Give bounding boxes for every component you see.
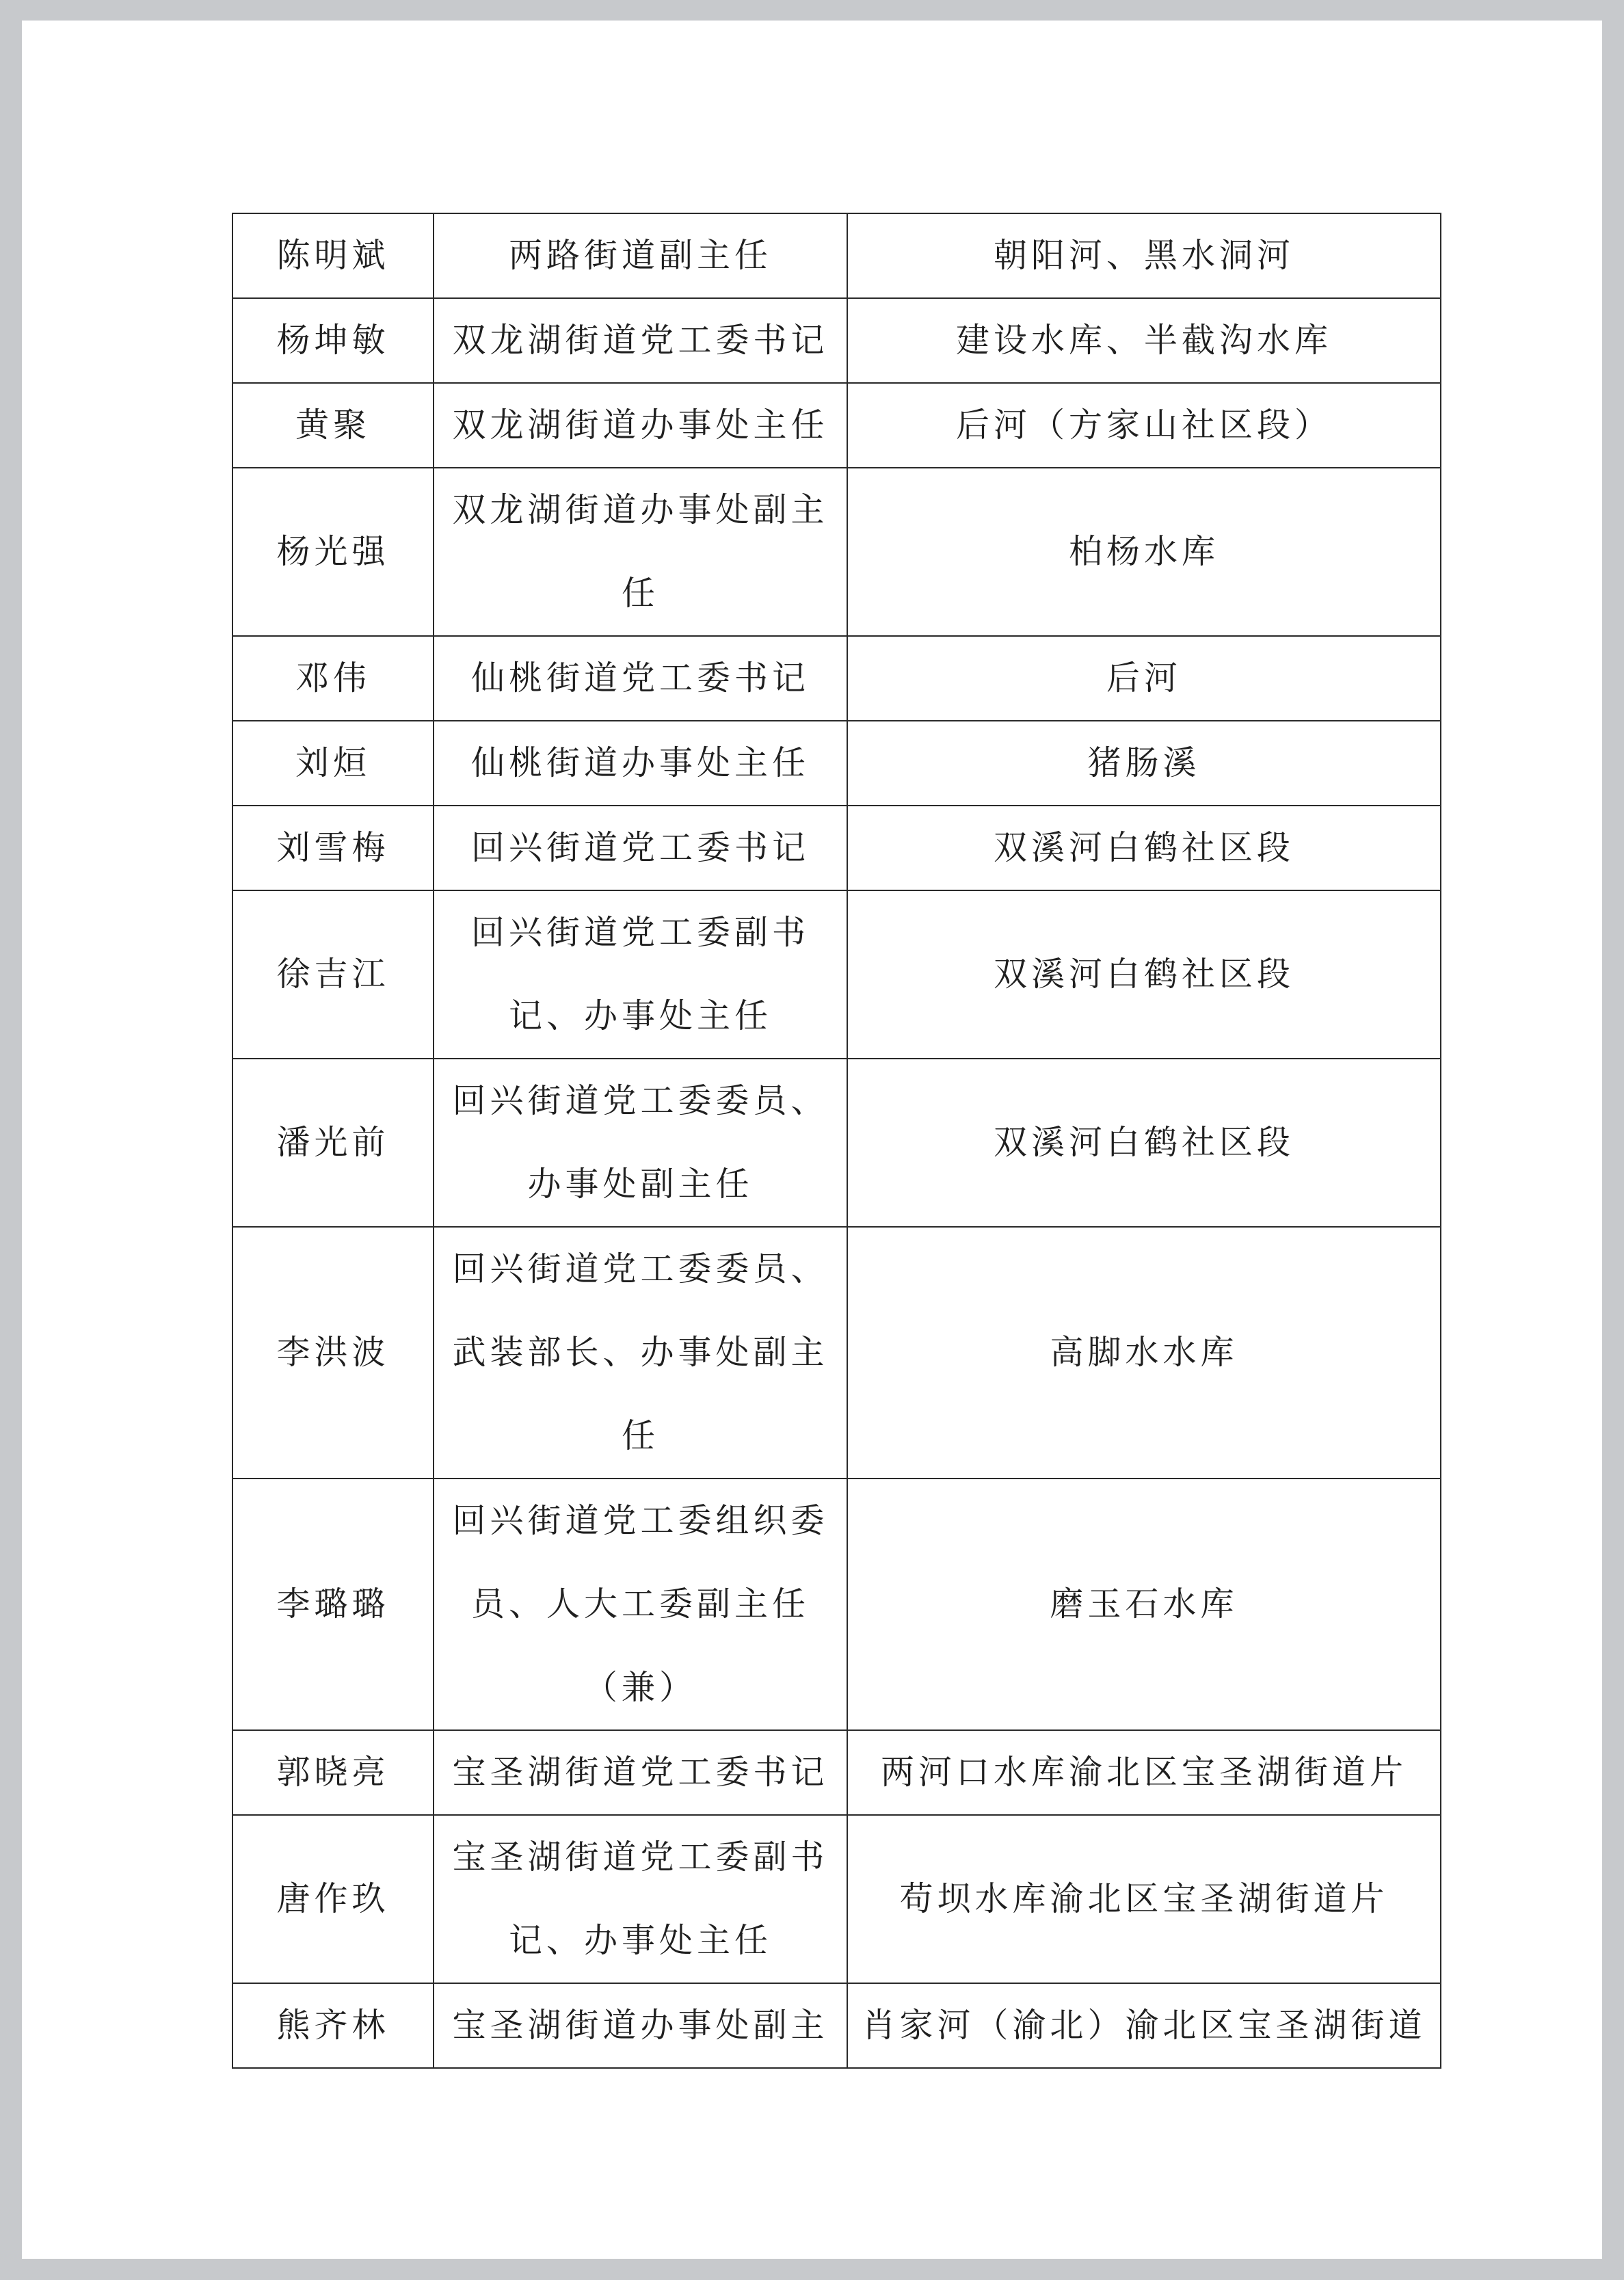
- position-cell: 回兴街道党工委委员、办事处副主任: [434, 1059, 847, 1227]
- name-cell: 杨坤敏: [232, 298, 434, 383]
- name-cell: 黄聚: [232, 383, 434, 468]
- name-cell: 郭晓亮: [232, 1730, 434, 1815]
- area-cell: 后河（方家山社区段）: [847, 383, 1441, 468]
- table-row: [232, 1479, 1441, 1730]
- position-cell: 双龙湖街道办事处主任: [434, 383, 847, 468]
- name-cell: 刘烜: [232, 721, 434, 806]
- name-cell: 刘雪梅: [232, 806, 434, 890]
- table-row: [232, 721, 1441, 806]
- area-cell: 双溪河白鹤社区段: [847, 806, 1441, 890]
- area-cell: 后河: [847, 636, 1441, 721]
- name-cell: 唐作玖: [232, 1815, 434, 1983]
- river-chief-table: [232, 213, 1441, 2069]
- area-cell: 肖家河（渝北）渝北区宝圣湖街道: [847, 1983, 1441, 2068]
- area-cell: 猪肠溪: [847, 721, 1441, 806]
- area-cell: 苟坝水库渝北区宝圣湖街道片: [847, 1815, 1441, 1983]
- table-row: [232, 890, 1441, 1059]
- area-cell: 双溪河白鹤社区段: [847, 890, 1441, 1059]
- area-cell: 建设水库、半截沟水库: [847, 298, 1441, 383]
- name-cell: 徐吉江: [232, 890, 434, 1059]
- table-row: [232, 213, 1441, 298]
- area-cell: 双溪河白鹤社区段: [847, 1059, 1441, 1227]
- table-row: [232, 1815, 1441, 1983]
- position-cell: 宝圣湖街道办事处副主: [434, 1983, 847, 2068]
- document-page: [22, 21, 1602, 2259]
- name-cell: 杨光强: [232, 468, 434, 636]
- position-cell: 回兴街道党工委书记: [434, 806, 847, 890]
- table-row: [232, 298, 1441, 383]
- table-row: [232, 1983, 1441, 2068]
- table-row: [232, 383, 1441, 468]
- position-cell: 回兴街道党工委副书记、办事处主任: [434, 890, 847, 1059]
- name-cell: 熊齐林: [232, 1983, 434, 2068]
- area-cell: 磨玉石水库: [847, 1479, 1441, 1730]
- name-cell: 李璐璐: [232, 1479, 434, 1730]
- table-row: [232, 1730, 1441, 1815]
- name-cell: 李洪波: [232, 1227, 434, 1479]
- position-cell: 回兴街道党工委组织委员、人大工委副主任（兼）: [434, 1479, 847, 1730]
- position-cell: 仙桃街道办事处主任: [434, 721, 847, 806]
- table-row: [232, 1227, 1441, 1479]
- area-cell: 两河口水库渝北区宝圣湖街道片: [847, 1730, 1441, 1815]
- name-cell: 潘光前: [232, 1059, 434, 1227]
- area-cell: 朝阳河、黑水洞河: [847, 213, 1441, 298]
- position-cell: 仙桃街道党工委书记: [434, 636, 847, 721]
- table-row: [232, 806, 1441, 890]
- area-cell: 柏杨水库: [847, 468, 1441, 636]
- name-cell: 邓伟: [232, 636, 434, 721]
- name-cell: 陈明斌: [232, 213, 434, 298]
- position-cell: 两路街道副主任: [434, 213, 847, 298]
- table-row: [232, 468, 1441, 636]
- table-row: [232, 636, 1441, 721]
- area-cell: 高脚水水库: [847, 1227, 1441, 1479]
- position-cell: 双龙湖街道党工委书记: [434, 298, 847, 383]
- position-cell: 宝圣湖街道党工委书记: [434, 1730, 847, 1815]
- table-row: [232, 1059, 1441, 1227]
- position-cell: 回兴街道党工委委员、武装部长、办事处副主任: [434, 1227, 847, 1479]
- position-cell: 双龙湖街道办事处副主任: [434, 468, 847, 636]
- position-cell: 宝圣湖街道党工委副书记、办事处主任: [434, 1815, 847, 1983]
